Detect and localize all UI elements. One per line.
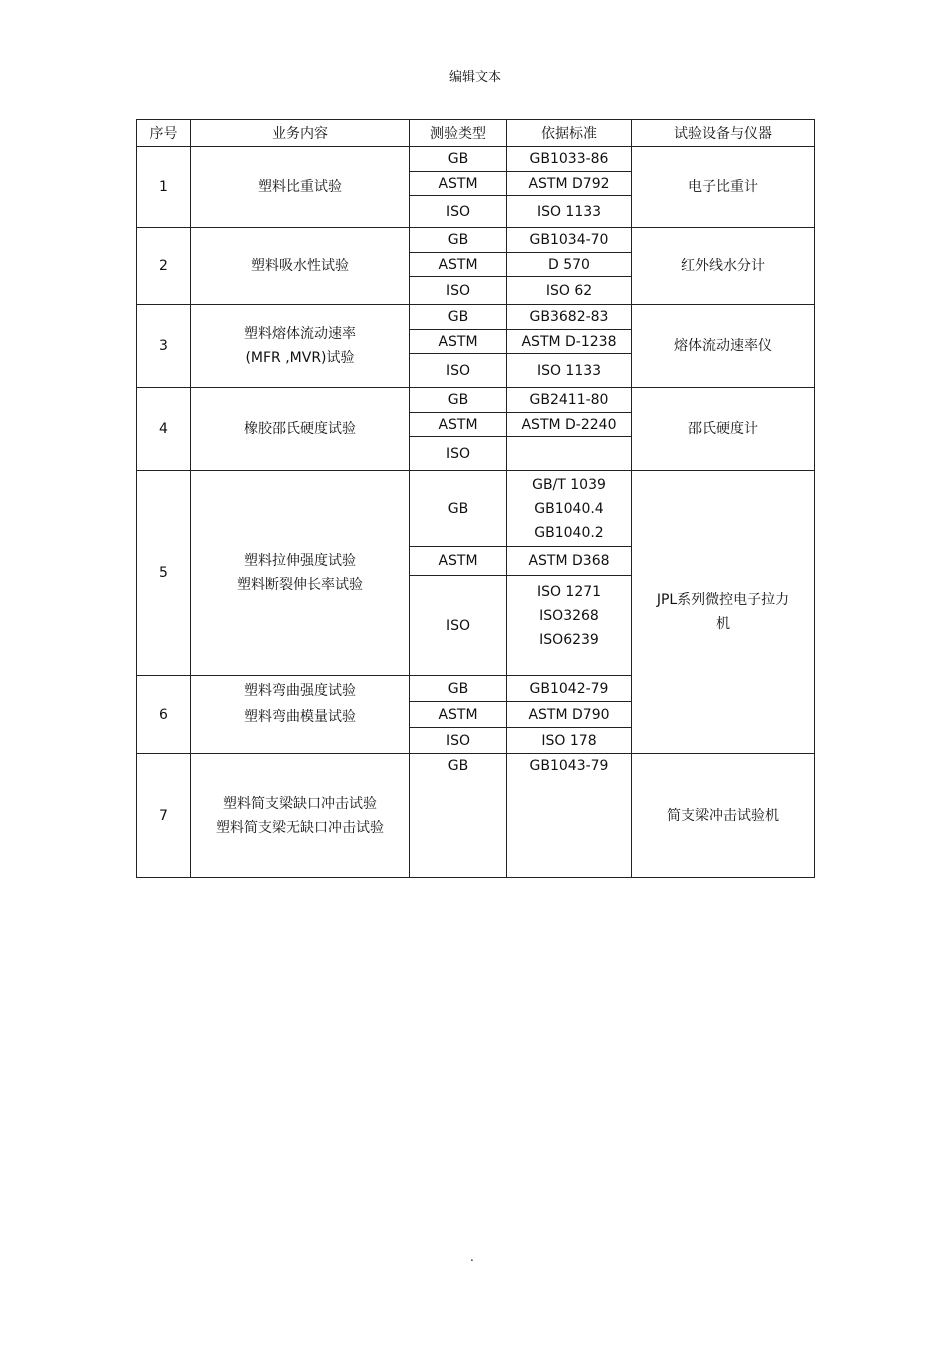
test-standard: GB1033-86 <box>507 147 632 172</box>
content-line: 塑料拉伸强度试验 <box>244 553 356 569</box>
content-line: 塑料简支梁无缺口冲击试验 <box>216 819 384 836</box>
row-equipment <box>632 471 815 754</box>
equipment-line: 邵氏硬度计 <box>688 421 758 437</box>
test-standard: D 570 <box>507 253 632 277</box>
test-standard: ISO 1133 <box>507 196 632 228</box>
row-equipment <box>632 305 815 388</box>
test-type: ASTM <box>410 547 507 576</box>
test-type: GB <box>410 676 507 702</box>
row-content <box>191 754 410 878</box>
test-standards-table <box>136 119 815 878</box>
test-standard <box>507 437 632 471</box>
test-standard: ISO 1133 <box>507 354 632 388</box>
row-content <box>191 676 410 754</box>
row-equipment <box>632 228 815 305</box>
content-line: (MFR ,MVR)试验 <box>245 350 355 366</box>
test-standard: GB2411-80 <box>507 388 632 413</box>
test-standard: GB1042-79 <box>507 676 632 702</box>
table-header-row <box>137 120 815 147</box>
test-type: GB <box>410 147 507 172</box>
content-line: 塑料吸水性试验 <box>251 258 349 274</box>
row-number: 2 <box>137 228 191 305</box>
test-type: ASTM <box>410 702 507 728</box>
equipment-line: 简支梁冲击试验机 <box>667 807 779 824</box>
row-equipment <box>632 754 815 878</box>
table-row <box>137 147 815 172</box>
test-type: ISO <box>410 576 507 676</box>
test-type: GB <box>410 305 507 330</box>
row-equipment <box>632 388 815 471</box>
standard-line: GB1040.2 <box>534 524 604 541</box>
table-row <box>137 305 815 330</box>
column-header: 序号 <box>137 120 191 147</box>
page-header: 编辑文本 <box>448 70 501 85</box>
test-standard: ASTM D792 <box>507 172 632 196</box>
page-footer: . <box>470 1250 474 1264</box>
test-type: GB <box>410 228 507 253</box>
content-line: 塑料简支梁缺口冲击试验 <box>223 795 377 812</box>
row-content <box>191 305 410 388</box>
content-line: 塑料熔体流动速率 <box>244 326 356 342</box>
test-standard: ISO 62 <box>507 277 632 305</box>
test-type: GB <box>410 471 507 547</box>
test-type: ASTM <box>410 172 507 196</box>
column-header: 依据标准 <box>507 120 632 147</box>
row-number: 4 <box>137 388 191 471</box>
table-row <box>137 388 815 413</box>
test-standard: GB1034-70 <box>507 228 632 253</box>
equipment-line: 电子比重计 <box>688 179 758 195</box>
standard-line: ISO 1271 <box>536 584 602 600</box>
column-header: 测验类型 <box>410 120 507 147</box>
table-row <box>137 471 815 547</box>
test-type: ASTM <box>410 413 507 437</box>
test-type: ISO <box>410 354 507 388</box>
test-type: ISO <box>410 277 507 305</box>
content-line: 塑料弯曲模量试验 <box>244 709 356 725</box>
test-type: GB <box>410 754 507 878</box>
column-header: 业务内容 <box>191 120 410 147</box>
test-standard: ASTM D-2240 <box>507 413 632 437</box>
test-type: ISO <box>410 437 507 471</box>
test-type: ASTM <box>410 330 507 354</box>
row-number: 5 <box>137 471 191 676</box>
test-standard <box>507 471 632 547</box>
content-line: 塑料比重试验 <box>258 179 342 195</box>
standard-line: GB/T 1039 <box>532 476 606 493</box>
test-type: ISO <box>410 728 507 754</box>
row-content <box>191 471 410 676</box>
table-row <box>137 754 815 878</box>
content-line: 塑料弯曲强度试验 <box>244 683 356 699</box>
row-number: 3 <box>137 305 191 388</box>
equipment-line: 机 <box>716 616 730 632</box>
standard-line: ISO6239 <box>539 632 599 648</box>
row-equipment <box>632 147 815 228</box>
equipment-line: 熔体流动速率仪 <box>674 338 772 354</box>
row-content <box>191 228 410 305</box>
content-line: 橡胶邵氏硬度试验 <box>244 421 356 437</box>
equipment-line: 红外线水分计 <box>681 258 765 274</box>
standard-line: ISO3268 <box>539 608 599 624</box>
test-standard: GB1043-79 <box>507 754 632 878</box>
test-standard: ISO 178 <box>507 728 632 754</box>
test-standard: ASTM D-1238 <box>507 330 632 354</box>
row-number: 7 <box>137 754 191 878</box>
row-content <box>191 147 410 228</box>
row-number: 6 <box>137 676 191 754</box>
row-content <box>191 388 410 471</box>
test-type: GB <box>410 388 507 413</box>
test-type: ASTM <box>410 253 507 277</box>
test-standard: ASTM D790 <box>507 702 632 728</box>
column-header: 试验设备与仪器 <box>632 120 815 147</box>
row-number: 1 <box>137 147 191 228</box>
standard-line: GB1040.4 <box>534 500 604 517</box>
test-standard: GB3682-83 <box>507 305 632 330</box>
test-standard: ASTM D368 <box>507 547 632 576</box>
test-standard <box>507 576 632 676</box>
test-type: ISO <box>410 196 507 228</box>
equipment-line: JPL系列微控电子拉力 <box>656 592 790 608</box>
content-line: 塑料断裂伸长率试验 <box>237 577 363 593</box>
table-row <box>137 228 815 253</box>
